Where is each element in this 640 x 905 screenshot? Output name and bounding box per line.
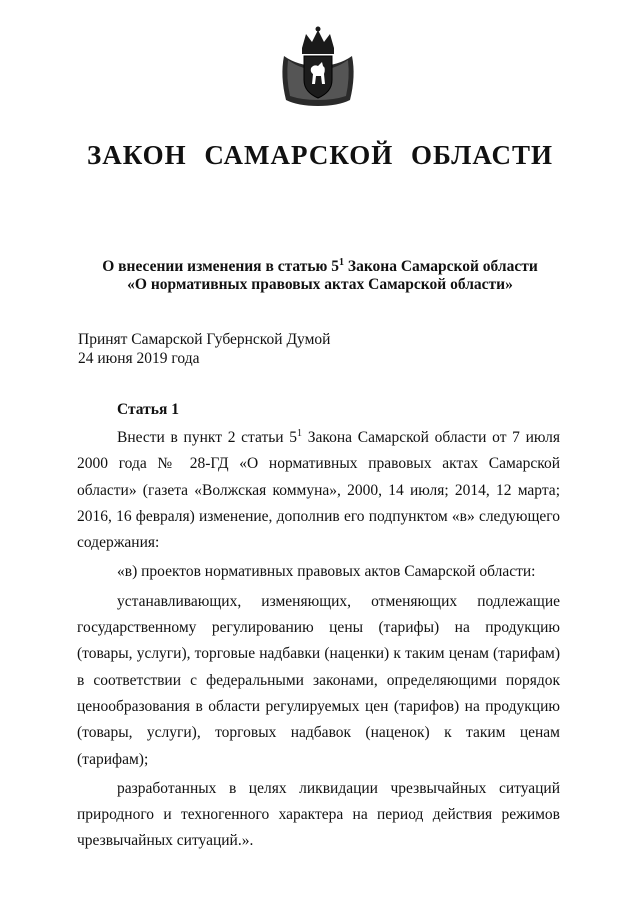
adoption-date: 24 июня 2019 года: [78, 350, 200, 367]
article-heading: Статья 1: [117, 401, 179, 418]
law-title: ЗАКОН САМАРСКОЙ ОБЛАСТИ: [87, 140, 553, 170]
subject-line1-text: О внесении изменения в статью 5: [102, 258, 340, 275]
paragraph-1-rest: Закона Самарской области от 7 июля 2000 года № 28-ГД «О нормативных правовых актах Самарской области» (газета «Волжская коммуна», 2000, 14 июля; 2014, 12 марта; 2016, 16 февраля) изменение, дополнив его подпунктом «в» следующего содержания:: [77, 429, 560, 552]
article-paragraph-3: устанавливающих, изменяющих, отменяющих подлежащие государственному регулированию цены (тарифы) на продукцию (товары, услуги), торговые надбавки (наценки) к таким ценам (тарифам) в соответствии с федеральными законами, определяющими порядок ценообразования в области регулируемых цен (тарифов) на продукцию (товары, услуги), торговых надбавок (наценок) к таким ценам (тарифам);: [77, 592, 560, 768]
subject-line2-text: «О нормативных правовых актах Самарской области»: [127, 276, 513, 293]
samara-region-coat-of-arms-icon: [278, 26, 358, 110]
subject-article-superscript: 1: [339, 256, 345, 268]
adoption-body: Принят Самарской Губернской Думой: [78, 331, 331, 348]
paragraph-1-start: Внести в пункт 2 статьи 5: [117, 429, 298, 446]
adoption-info: [78, 330, 330, 368]
article-paragraph-2: «в) проектов нормативных правовых актов Самарской области:: [117, 563, 536, 581]
subject-line1-tail: Закона Самарской области: [344, 258, 538, 275]
article-paragraph-4: разработанных в целях ликвидации чрезвычайных ситуаций природного и техногенного характера на период действия режимов чрезвычайных ситуаций.».: [77, 779, 560, 850]
article-body: [77, 425, 560, 855]
paragraph-1-superscript: 1: [297, 427, 303, 439]
law-subject-heading: [70, 258, 570, 294]
article-paragraph-1: [77, 425, 560, 556]
